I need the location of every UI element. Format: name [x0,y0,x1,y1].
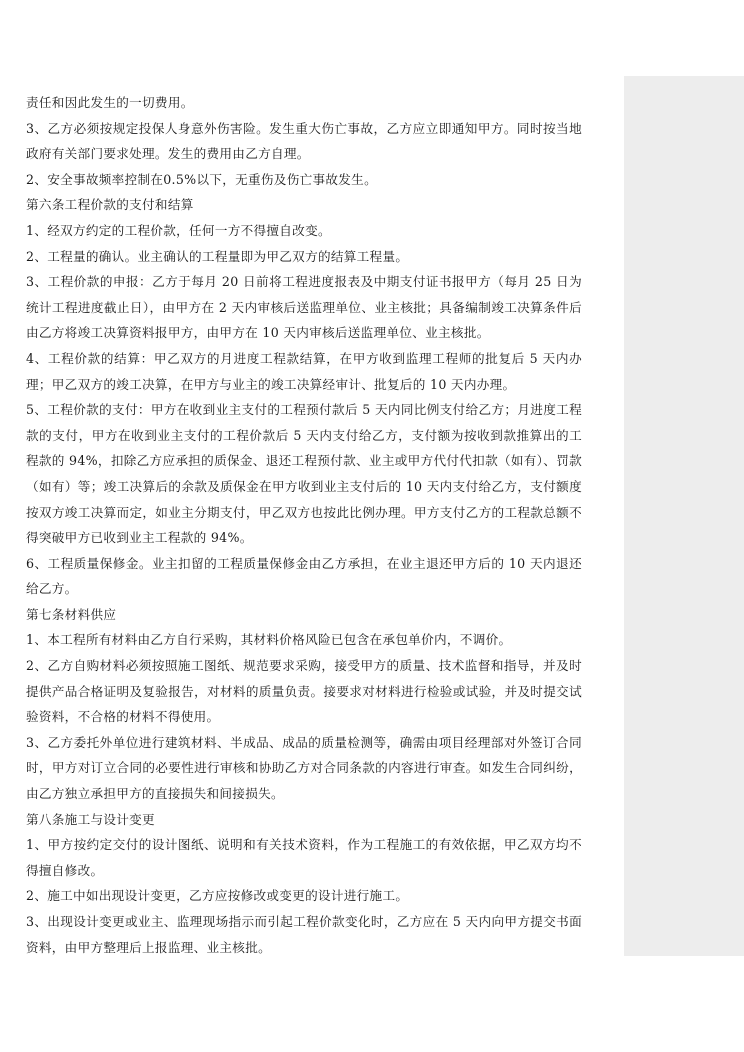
paragraph: 2、施工中如出现设计变更，乙方应按修改或变更的设计进行施工。 [26,888,409,904]
section-heading: 第六条工程价款的支付和结算 [26,197,194,213]
comment-margin-panel [624,76,744,956]
paragraph: 责任和因此发生的一切费用。 [26,95,194,110]
paragraph: 1、本工程所有材料由乙方自行采购，其材料价格风险已包含在承包单价内，不调价。 [26,632,512,648]
document-body [26,90,582,960]
paragraph: 2、乙方自购材料必须按照施工图纸、规范要求采购，接受甲方的质量、技术监督和指导，并及时提供产品合格证明及复验报告，对材料的质量负责。接要求对材料进行检验或试验，并及时提交试验资料，不合格的材料不得使用。 [26,658,582,725]
paragraph: 3、乙方委托外单位进行建筑材料、半成品、成品的质量检测等，确需由项目经理部对外签订合同时，甲方对订立合同的必要性进行审核和协助乙方对合同条款的内容进行审查。如发生合同纠纷，由乙方独立承担甲方的直接损失和间接损失。 [26,734,582,802]
paragraph: 3、出现设计变更或业主、监理现场指示而引起工程价款变化时，乙方应在 5 天内向甲方提交书面资料，由甲方整理后上报监理、业主核批。 [26,914,582,955]
paragraph: 2、工程量的确认。业主确认的工程量即为甲乙双方的结算工程量。 [26,248,409,264]
paragraph: 5、工程价款的支付：甲方在收到业主支付的工程预付款后 5 天内同比例支付给乙方；月进度工程款的支付，甲方在收到业主支付的工程价款后 5 天内支付给乙方，支付额为按收到款推算出的工程款的 94%，扣除乙方应承担的质保金、退还工程预付款、业主或甲方代付代扣款（如有）、罚款（如有）等；竣工决算后的余款及质保金在甲方收到业主支付后的 10 天内支付给乙方，支付额度按双方竣工决算而定，如业主分期支付，甲乙双方也按此比例办理。甲方支付乙方的工程款总额不得突破甲方已收到业主工程款的 94%。 [26,402,582,546]
paragraph: 2、安全事故频率控制在0.5%以下，无重伤及伤亡事故发生。 [26,171,377,187]
section-heading: 第七条材料供应 [26,606,117,622]
paragraph: 3、工程价款的申报：乙方于每月 20 日前将工程进度报表及中期支付证书报甲方（每月 25 日为统计工程进度截止日），由甲方在 2 天内审核后送监理单位、业主核批；具备编制竣工决算条件后由乙方将竣工决算资料报甲方，由甲方在 10 天内审核后送监理单位、业主核批。 [26,274,582,341]
paragraph: 1、甲方按约定交付的设计图纸、说明和有关技术资料，作为工程施工的有效依据，甲乙双方均不得擅自修改。 [26,837,582,878]
paragraph: 6、工程质量保修金。业主扣留的工程质量保修金由乙方承担，在业主退还甲方后的 10 天内退还给乙方。 [26,555,582,597]
paragraph: 3、乙方必须按规定投保人身意外伤害险。发生重大伤亡事故，乙方应立即通知甲方。同时按当地政府有关部门要求处理。发生的费用由乙方自理。 [26,120,582,162]
paragraph: 1、经双方约定的工程价款，任何一方不得擅自改变。 [26,222,331,238]
section-heading: 第八条施工与设计变更 [26,811,155,827]
paragraph: 4、工程价款的结算：甲乙双方的月进度工程款结算，在甲方收到监理工程师的批复后 5 天内办理；甲乙双方的竣工决算，在甲方与业主的竣工决算经审计、批复后的 10 天内办理。 [26,350,582,392]
